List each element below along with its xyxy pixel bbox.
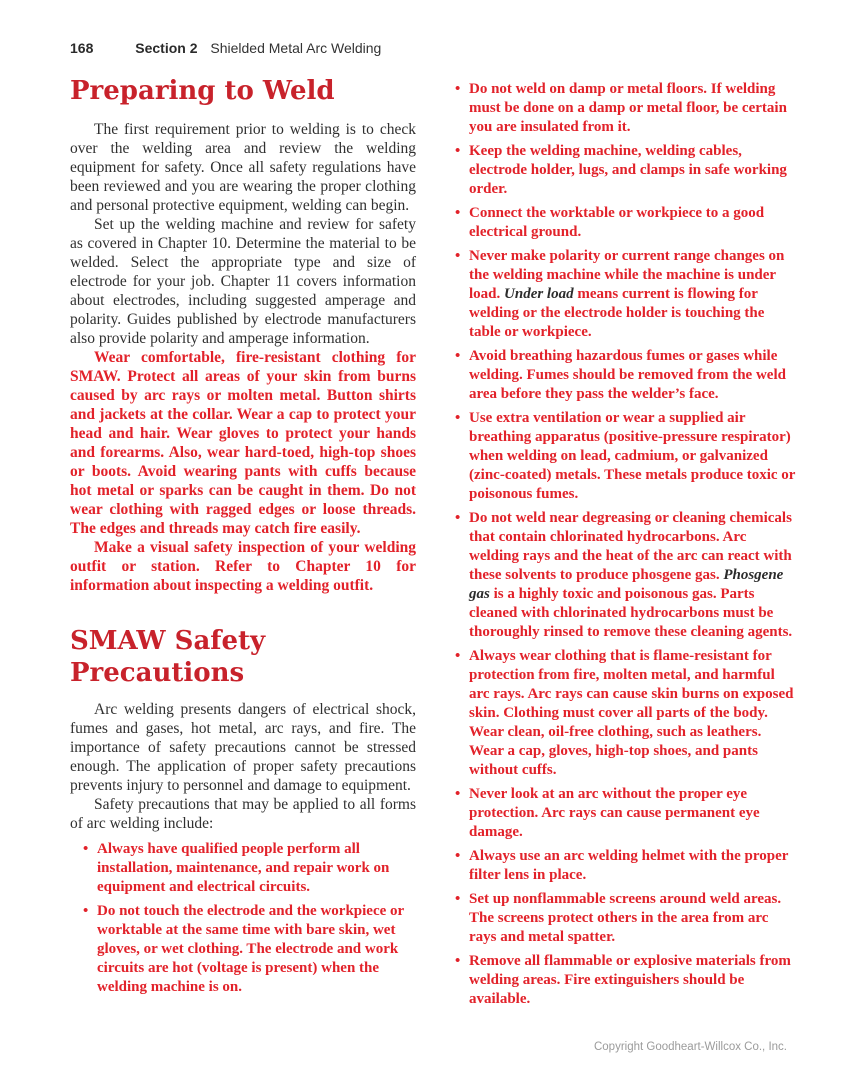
paragraph-dangers: Arc welding presents dangers of electrical shock, fumes and gases, hot metal, arc rays, and fire. The importance of safety precautions cannot be stressed enough. The application of proper safety precautions prevents injury to personnel and damage to equipment.	[70, 701, 416, 794]
paragraph-clothing-warning: Wear comfortable, fire-resistant clothing for SMAW. Protect all areas of your skin from burns caused by arc rays or molten metal. Button shirts and jackets at the collar. Wear a cap to protect your head and hair. Wear gloves to protect your hands and forearms. Also, wear hard-toed, high-top shoes or boots. Avoid wearing pants with cuffs because hot metal or sparks can be caught in them. Do not wear clothing with ragged edges or loose threads. The edges and threads may catch fire easily.	[70, 349, 416, 537]
key-term: Phosgene gas	[469, 567, 784, 602]
bullet-text-run: Always have qualified people perform all installation, maintenance, and repair work on equipment and electrical circuits.	[97, 841, 390, 895]
bullet-item	[455, 142, 796, 199]
bullet-item	[455, 647, 796, 780]
bullet-text-run: Use extra ventilation or wear a supplied air breathing apparatus (positive-pressure respirator) when welding on lead, cadmium, or galvanized (zinc-coated) metals. These metals produce toxic or poisonous fumes.	[469, 410, 796, 502]
section-label: Section 2	[135, 40, 198, 56]
bullet-text-run: is a highly toxic and poisonous gas. Parts cleaned with chlorinated hydrocarbons must be thoroughly rinsed to remove these cleaning agents.	[469, 586, 793, 640]
key-term: Under load	[504, 286, 574, 302]
bullet-item	[455, 409, 796, 504]
page-header	[70, 40, 381, 56]
bullet-text-run: Remove all flammable or explosive materials from welding areas. Fire extinguishers should be available.	[469, 953, 791, 1007]
safety-bullet-list-right	[455, 80, 796, 1009]
bullet-item	[455, 890, 796, 947]
bullet-text-run: Do not weld near degreasing or cleaning chemicals that contain chlorinated hydrocarbons. Arc welding rays and the heat of the arc can react with these solvents to produce phosgene gas.	[469, 510, 792, 583]
safety-bullet-list-left	[83, 840, 416, 997]
bullet-item	[455, 204, 796, 242]
bullet-item	[455, 347, 796, 404]
bullet-item	[455, 952, 796, 1009]
bullet-item	[455, 247, 796, 342]
paragraph-precautions-intro: Safety precautions that may be applied to all forms of arc welding include:	[70, 796, 416, 832]
bullet-item	[455, 847, 796, 885]
heading-preparing-to-weld: Preparing to Weld	[70, 76, 335, 106]
heading-smaw-safety-precautions: SMAW Safety Precautions	[70, 626, 266, 688]
bullet-text-run: means current is flowing for welding or the electrode holder is touching the table or workpiece.	[469, 286, 765, 340]
section-title: Shielded Metal Arc Welding	[210, 40, 382, 56]
bullet-text-run: Connect the worktable or workpiece to a good electrical ground.	[469, 205, 765, 240]
bullet-text-run: Do not touch the electrode and the workpiece or worktable at the same time with bare skin, wet gloves, or wet clothing. The electrode and work circuits are hot (voltage is present) when the welding machine is on.	[97, 903, 404, 995]
bullet-text-run: Always use an arc welding helmet with the proper filter lens in place.	[469, 848, 789, 883]
page-number: 168	[70, 40, 94, 56]
left-column	[70, 75, 416, 1002]
bullet-item	[455, 80, 796, 137]
bullet-text-run: Keep the welding machine, welding cables, electrode holder, lugs, and clamps in safe working order.	[469, 143, 787, 197]
paragraph-intro: The first requirement prior to welding is to check over the welding area and review the welding equipment for safety. Once all safety regulations have been reviewed and you are wearing the proper clothing and personal protective equipment, welding can begin.	[70, 121, 416, 214]
bullet-item	[455, 785, 796, 842]
bullet-item	[455, 509, 796, 642]
bullet-text-run: Avoid breathing hazardous fumes or gases while welding. Fumes should be removed from the weld area before they pass the welder’s face.	[469, 348, 786, 402]
copyright-notice: Copyright Goodheart-Willcox Co., Inc.	[593, 1041, 787, 1053]
bullet-text-run: Never look at an arc without the proper eye protection. Arc rays can cause permanent eye damage.	[469, 786, 760, 840]
bullet-text-run: Set up nonflammable screens around weld areas. The screens protect others in the area from arc rays and metal spatter.	[469, 891, 782, 945]
bullet-item	[83, 840, 416, 897]
paragraph-setup: Set up the welding machine and review for safety as covered in Chapter 10. Determine the material to be welded. Select the appropriate type and size of electrode for your job. Chapter 11 covers information about electrodes, including suggested amperage and polarity. Guides published by electrode manufacturers also provide polarity and amperage information.	[70, 216, 416, 347]
bullet-text-run: Never make polarity or current range changes on the welding machine while the machine is under load.	[469, 248, 785, 302]
bullet-text-run: Do not weld on damp or metal floors. If welding must be done on a damp or metal floor, be certain you are insulated from it.	[469, 81, 787, 135]
bullet-item	[83, 902, 416, 997]
paragraph-inspection-warning: Make a visual safety inspection of your welding outfit or station. Refer to Chapter 10 for information about inspecting a welding outfit.	[70, 539, 416, 594]
right-column	[455, 75, 796, 1014]
bullet-text-run: Always wear clothing that is flame-resistant for protection from fire, molten metal, and harmful arc rays. Arc rays can cause skin burns on exposed skin. Clothing must cover all parts of the body. Wear clean, oil-free clothing, such as leathers. Wear a cap, gloves, high-top shoes, and pants without cuffs.	[469, 648, 794, 778]
